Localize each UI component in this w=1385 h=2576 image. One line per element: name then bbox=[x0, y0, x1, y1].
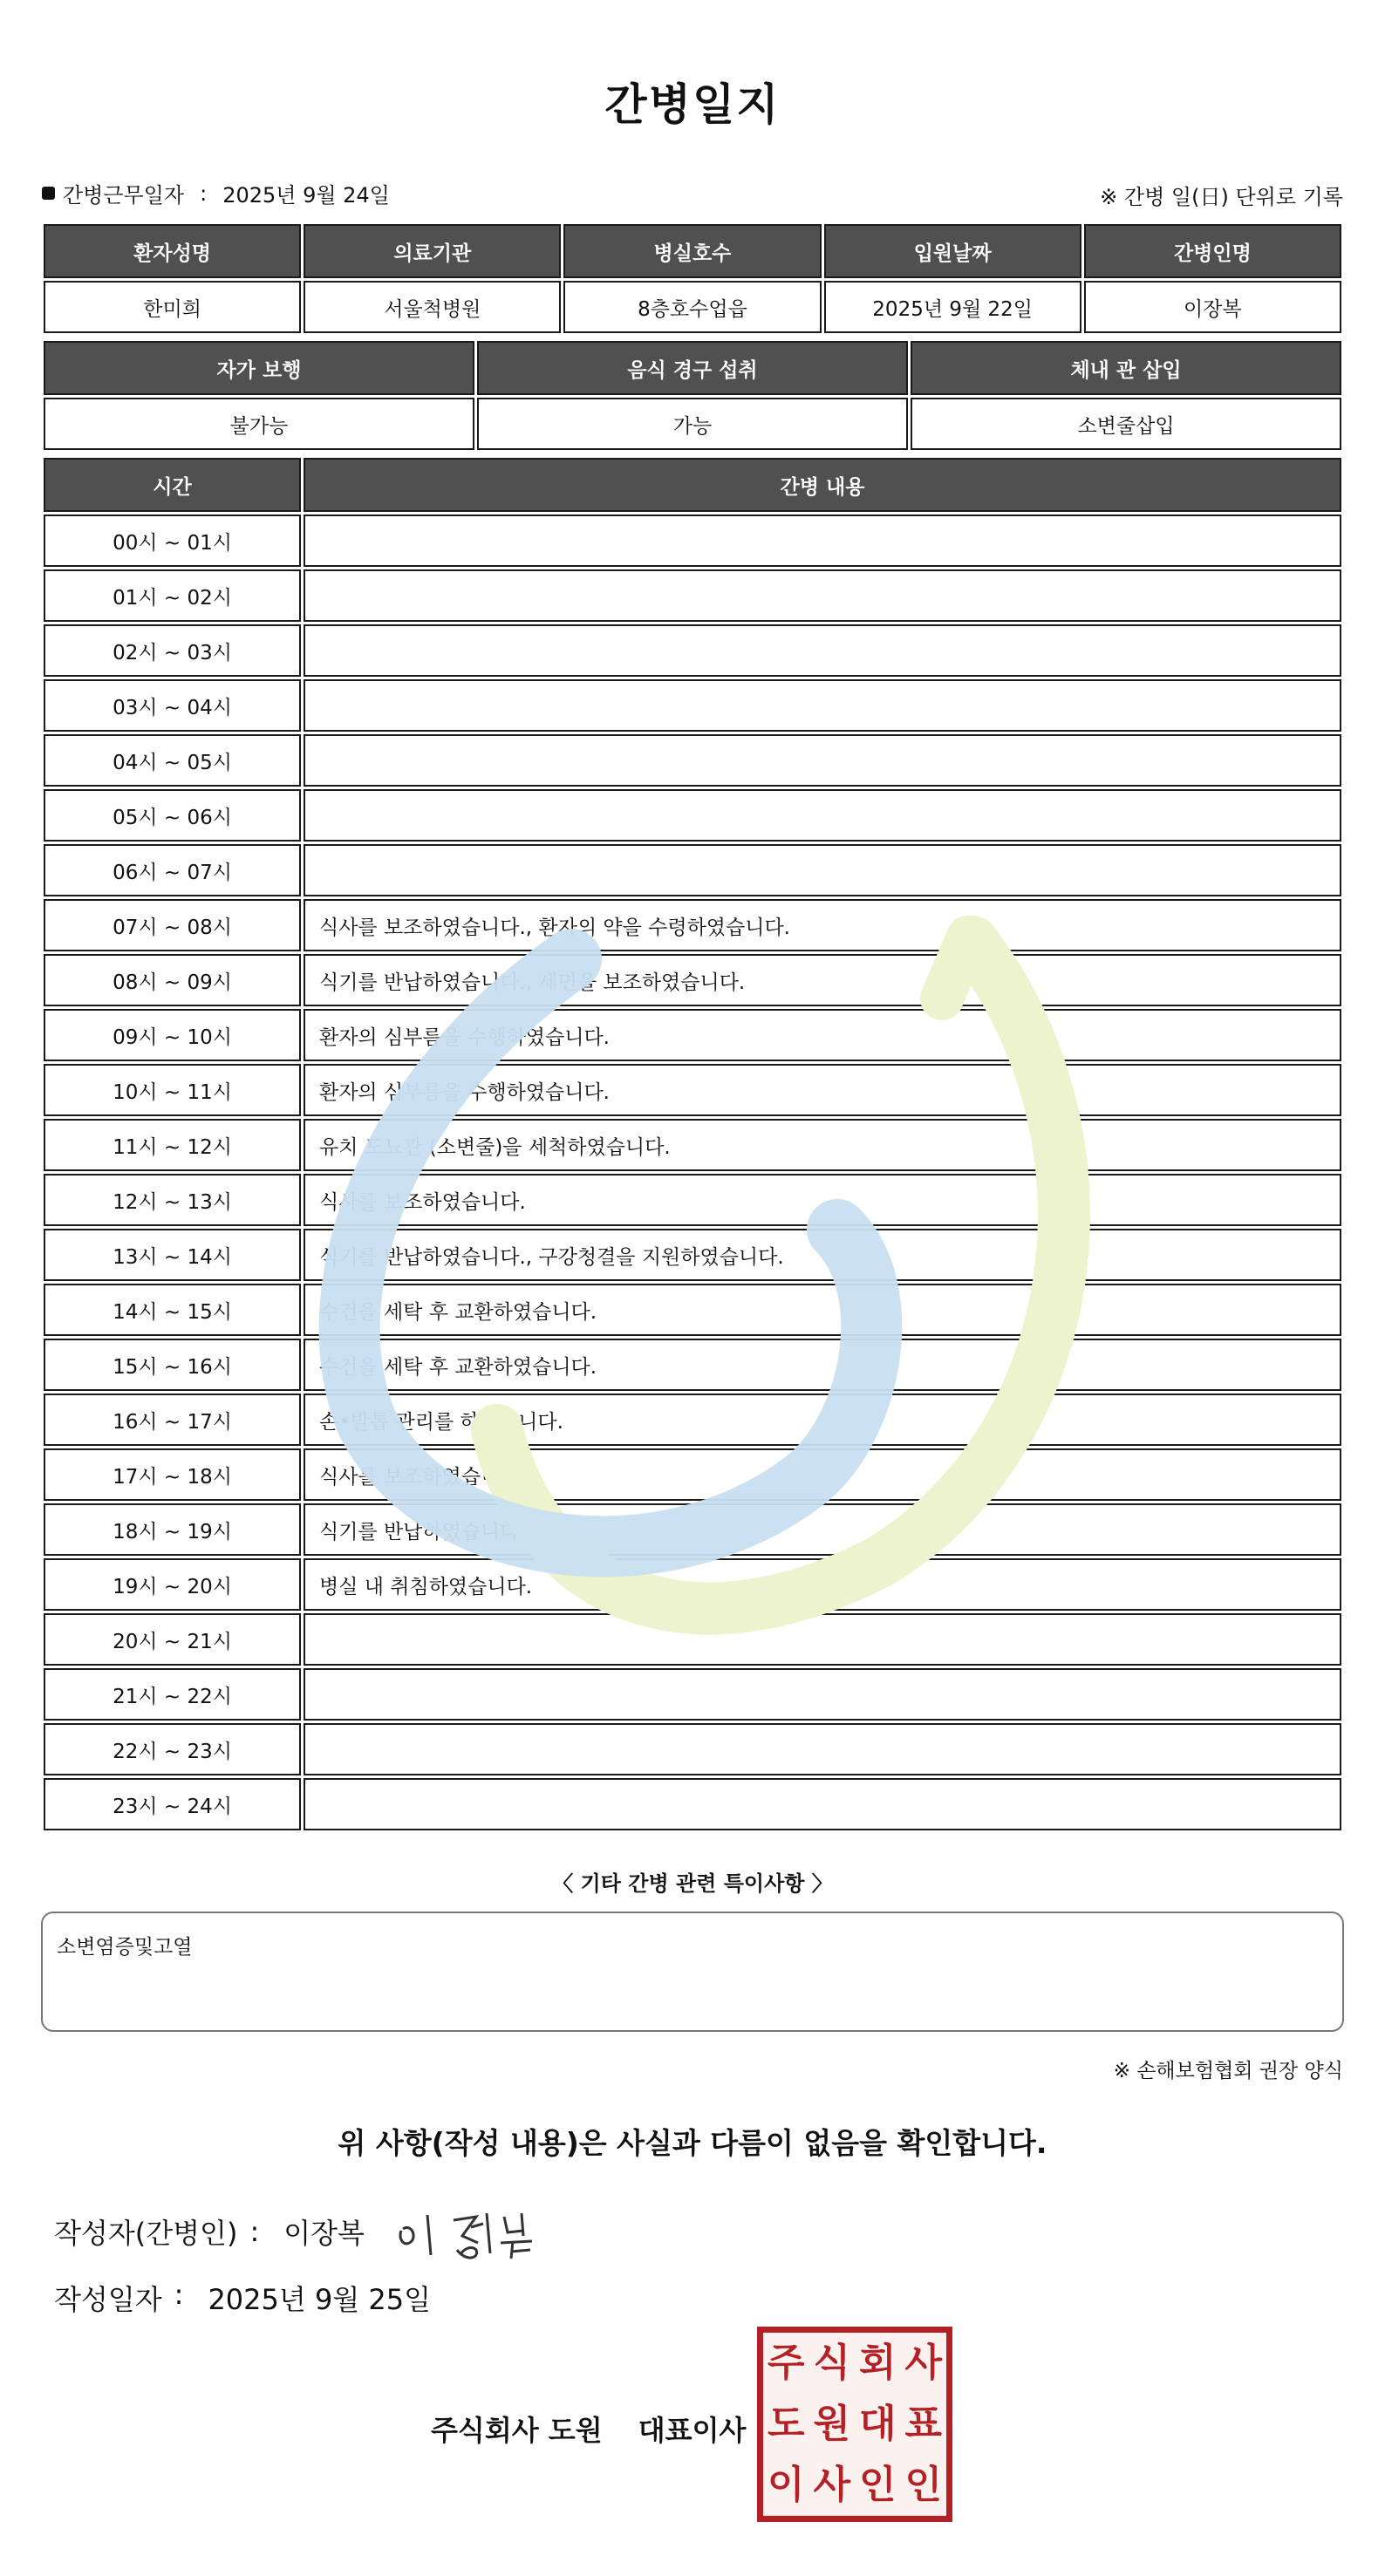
company-name: 주식회사 도원 bbox=[431, 2414, 603, 2447]
content-cell: 식사를 보조하였습니다., 환자의 약을 수령하였습니다. bbox=[304, 899, 1341, 951]
time-cell: 02시 ~ 03시 bbox=[44, 624, 301, 677]
header-oral-intake: 음식 경구 섭취 bbox=[477, 341, 908, 395]
content-cell: 병실 내 취침하였습니다. bbox=[304, 1558, 1341, 1611]
time-cell: 14시 ~ 15시 bbox=[44, 1284, 301, 1336]
header-tube-insertion: 체내 관 삽입 bbox=[911, 341, 1341, 395]
content-cell bbox=[304, 1668, 1341, 1721]
content-cell bbox=[304, 1778, 1341, 1830]
seal-character: 도 bbox=[767, 2402, 805, 2446]
content-cell: 식기를 반납하였습니다. bbox=[304, 1503, 1341, 1556]
care-log-header-row bbox=[44, 458, 1341, 512]
special-notes-box: 소변염증및고열 bbox=[41, 1912, 1344, 2032]
representative-title: 대표이사 bbox=[638, 2414, 747, 2447]
patient-status-table bbox=[41, 338, 1344, 453]
table-row bbox=[44, 1668, 1341, 1721]
colon-separator: : bbox=[200, 181, 208, 206]
oral-intake-value: 가능 bbox=[477, 398, 908, 450]
company-signature-line bbox=[431, 2409, 746, 2449]
time-cell: 03시 ~ 04시 bbox=[44, 679, 301, 732]
seal-character: 인 bbox=[904, 2463, 942, 2507]
table-row bbox=[44, 1723, 1341, 1775]
content-cell: 손•발톱 관리를 하였습니다. bbox=[304, 1394, 1341, 1446]
self-walking-value: 불가능 bbox=[44, 398, 474, 450]
content-cell bbox=[304, 1613, 1341, 1666]
status-header-row bbox=[44, 341, 1341, 395]
company-seal-stamp bbox=[757, 2327, 952, 2522]
content-cell: 유치 도뇨관 (소변줄)을 세척하였습니다. bbox=[304, 1119, 1341, 1171]
written-date-row bbox=[54, 2278, 431, 2318]
seal-character: 인 bbox=[858, 2463, 897, 2507]
content-cell bbox=[304, 515, 1341, 567]
table-row bbox=[44, 1174, 1341, 1226]
patient-info-header-row bbox=[44, 224, 1341, 278]
content-cell: 환자의 심부름을 수행하였습니다. bbox=[304, 1064, 1341, 1116]
content-cell: 환자의 심부름을 수행하였습니다. bbox=[304, 1009, 1341, 1061]
author-row bbox=[54, 2211, 365, 2252]
notes-title: 〈 기타 간병 관련 특이사항 〉 bbox=[552, 1871, 833, 1896]
date-label: 작성일자 bbox=[54, 2283, 162, 2316]
header-hospital: 의료기관 bbox=[304, 224, 561, 278]
handwritten-signature bbox=[392, 2198, 549, 2267]
record-note: ※ 간병 일(日) 단위로 기록 bbox=[1100, 185, 1343, 209]
time-cell: 18시 ~ 19시 bbox=[44, 1503, 301, 1556]
table-row bbox=[44, 569, 1341, 622]
content-cell: 식기를 반납하였습니다., 세면을 보조하였습니다. bbox=[304, 954, 1341, 1006]
author-name: 이장복 bbox=[283, 2217, 365, 2250]
seal-character: 주 bbox=[767, 2341, 805, 2385]
tube-insertion-value: 소변줄삽입 bbox=[911, 398, 1341, 450]
time-cell: 17시 ~ 18시 bbox=[44, 1448, 301, 1501]
recommendation-note: ※ 손해보험협회 권장 양식 bbox=[1113, 2060, 1343, 2082]
table-row bbox=[44, 1394, 1341, 1446]
content-cell bbox=[304, 569, 1341, 622]
table-row bbox=[44, 1613, 1341, 1666]
content-cell bbox=[304, 679, 1341, 732]
written-date-value: 2025년 9월 25일 bbox=[208, 2283, 432, 2316]
time-cell: 21시 ~ 22시 bbox=[44, 1668, 301, 1721]
seal-character: 표 bbox=[904, 2402, 942, 2446]
colon-separator: : bbox=[249, 2215, 260, 2248]
bullet-square-icon bbox=[42, 187, 55, 200]
time-cell: 07시 ~ 08시 bbox=[44, 899, 301, 951]
page-title: 간병일지 bbox=[604, 79, 781, 130]
time-cell: 12시 ~ 13시 bbox=[44, 1174, 301, 1226]
seal-character: 원 bbox=[813, 2402, 850, 2446]
author-label: 작성자(간병인) bbox=[54, 2217, 238, 2250]
content-cell bbox=[304, 1723, 1341, 1775]
header-self-walking: 자가 보행 bbox=[44, 341, 474, 395]
header-care-content: 간병 내용 bbox=[304, 458, 1341, 512]
table-row bbox=[44, 1284, 1341, 1336]
content-cell bbox=[304, 624, 1341, 677]
content-cell: 수건을 세탁 후 교환하였습니다. bbox=[304, 1284, 1341, 1336]
table-row bbox=[44, 844, 1341, 896]
time-cell: 19시 ~ 20시 bbox=[44, 1558, 301, 1611]
time-cell: 23시 ~ 24시 bbox=[44, 1778, 301, 1830]
content-cell bbox=[304, 734, 1341, 787]
time-cell: 15시 ~ 16시 bbox=[44, 1339, 301, 1391]
table-row bbox=[44, 1119, 1341, 1171]
patient-info-table bbox=[41, 221, 1344, 336]
hospital-value: 서울척병원 bbox=[304, 281, 561, 333]
table-row bbox=[44, 1503, 1341, 1556]
content-cell bbox=[304, 844, 1341, 896]
table-row bbox=[44, 789, 1341, 842]
time-cell: 01시 ~ 02시 bbox=[44, 569, 301, 622]
seal-character: 사 bbox=[813, 2463, 850, 2507]
admission-date-value: 2025년 9월 22일 bbox=[824, 281, 1081, 333]
header-admission-date: 입원날짜 bbox=[824, 224, 1081, 278]
content-cell: 수건을 세탁 후 교환하였습니다. bbox=[304, 1339, 1341, 1391]
colon-separator: : bbox=[174, 2278, 184, 2311]
patient-info-value-row bbox=[44, 281, 1341, 333]
confirmation-statement: 위 사항(작성 내용)은 사실과 다름이 없음을 확인합니다. bbox=[338, 2126, 1047, 2160]
table-row bbox=[44, 679, 1341, 732]
time-cell: 16시 ~ 17시 bbox=[44, 1394, 301, 1446]
time-cell: 13시 ~ 14시 bbox=[44, 1229, 301, 1281]
header-patient-name: 환자성명 bbox=[44, 224, 301, 278]
table-row bbox=[44, 1229, 1341, 1281]
table-row bbox=[44, 1778, 1341, 1830]
content-cell: 식기를 반납하였습니다., 구강청결을 지원하였습니다. bbox=[304, 1229, 1341, 1281]
table-row bbox=[44, 1064, 1341, 1116]
seal-character: 식 bbox=[813, 2341, 850, 2385]
time-cell: 11시 ~ 12시 bbox=[44, 1119, 301, 1171]
time-cell: 22시 ~ 23시 bbox=[44, 1723, 301, 1775]
header-room-number: 병실호수 bbox=[563, 224, 821, 278]
care-log-table bbox=[41, 455, 1344, 1833]
time-cell: 08시 ~ 09시 bbox=[44, 954, 301, 1006]
room-number-value: 8층호수업읍 bbox=[563, 281, 821, 333]
header-caregiver-name: 간병인명 bbox=[1084, 224, 1341, 278]
work-date-value: 2025년 9월 24일 bbox=[222, 183, 390, 208]
status-value-row bbox=[44, 398, 1341, 450]
table-row bbox=[44, 624, 1341, 677]
table-row bbox=[44, 1009, 1341, 1061]
table-row bbox=[44, 515, 1341, 567]
work-date-label: 간병근무일자 bbox=[63, 183, 185, 208]
table-row bbox=[44, 1339, 1341, 1391]
table-row bbox=[44, 1558, 1341, 1611]
patient-name-value: 한미희 bbox=[44, 281, 301, 333]
table-row bbox=[44, 734, 1341, 787]
seal-character: 이 bbox=[767, 2463, 805, 2507]
time-cell: 10시 ~ 11시 bbox=[44, 1064, 301, 1116]
header-time: 시간 bbox=[44, 458, 301, 512]
table-row bbox=[44, 954, 1341, 1006]
content-cell bbox=[304, 789, 1341, 842]
seal-character: 대 bbox=[858, 2402, 897, 2446]
seal-character: 사 bbox=[904, 2341, 942, 2385]
time-cell: 20시 ~ 21시 bbox=[44, 1613, 301, 1666]
time-cell: 06시 ~ 07시 bbox=[44, 844, 301, 896]
time-cell: 05시 ~ 06시 bbox=[44, 789, 301, 842]
time-cell: 00시 ~ 01시 bbox=[44, 515, 301, 567]
time-cell: 04시 ~ 05시 bbox=[44, 734, 301, 787]
work-date-row bbox=[42, 178, 390, 208]
content-cell: 식사를 보조하였습니다. bbox=[304, 1448, 1341, 1501]
time-cell: 09시 ~ 10시 bbox=[44, 1009, 301, 1061]
table-row bbox=[44, 899, 1341, 951]
seal-character: 회 bbox=[858, 2341, 897, 2385]
content-cell: 식사를 보조하였습니다. bbox=[304, 1174, 1341, 1226]
table-row bbox=[44, 1448, 1341, 1501]
caregiver-name-value: 이장복 bbox=[1084, 281, 1341, 333]
